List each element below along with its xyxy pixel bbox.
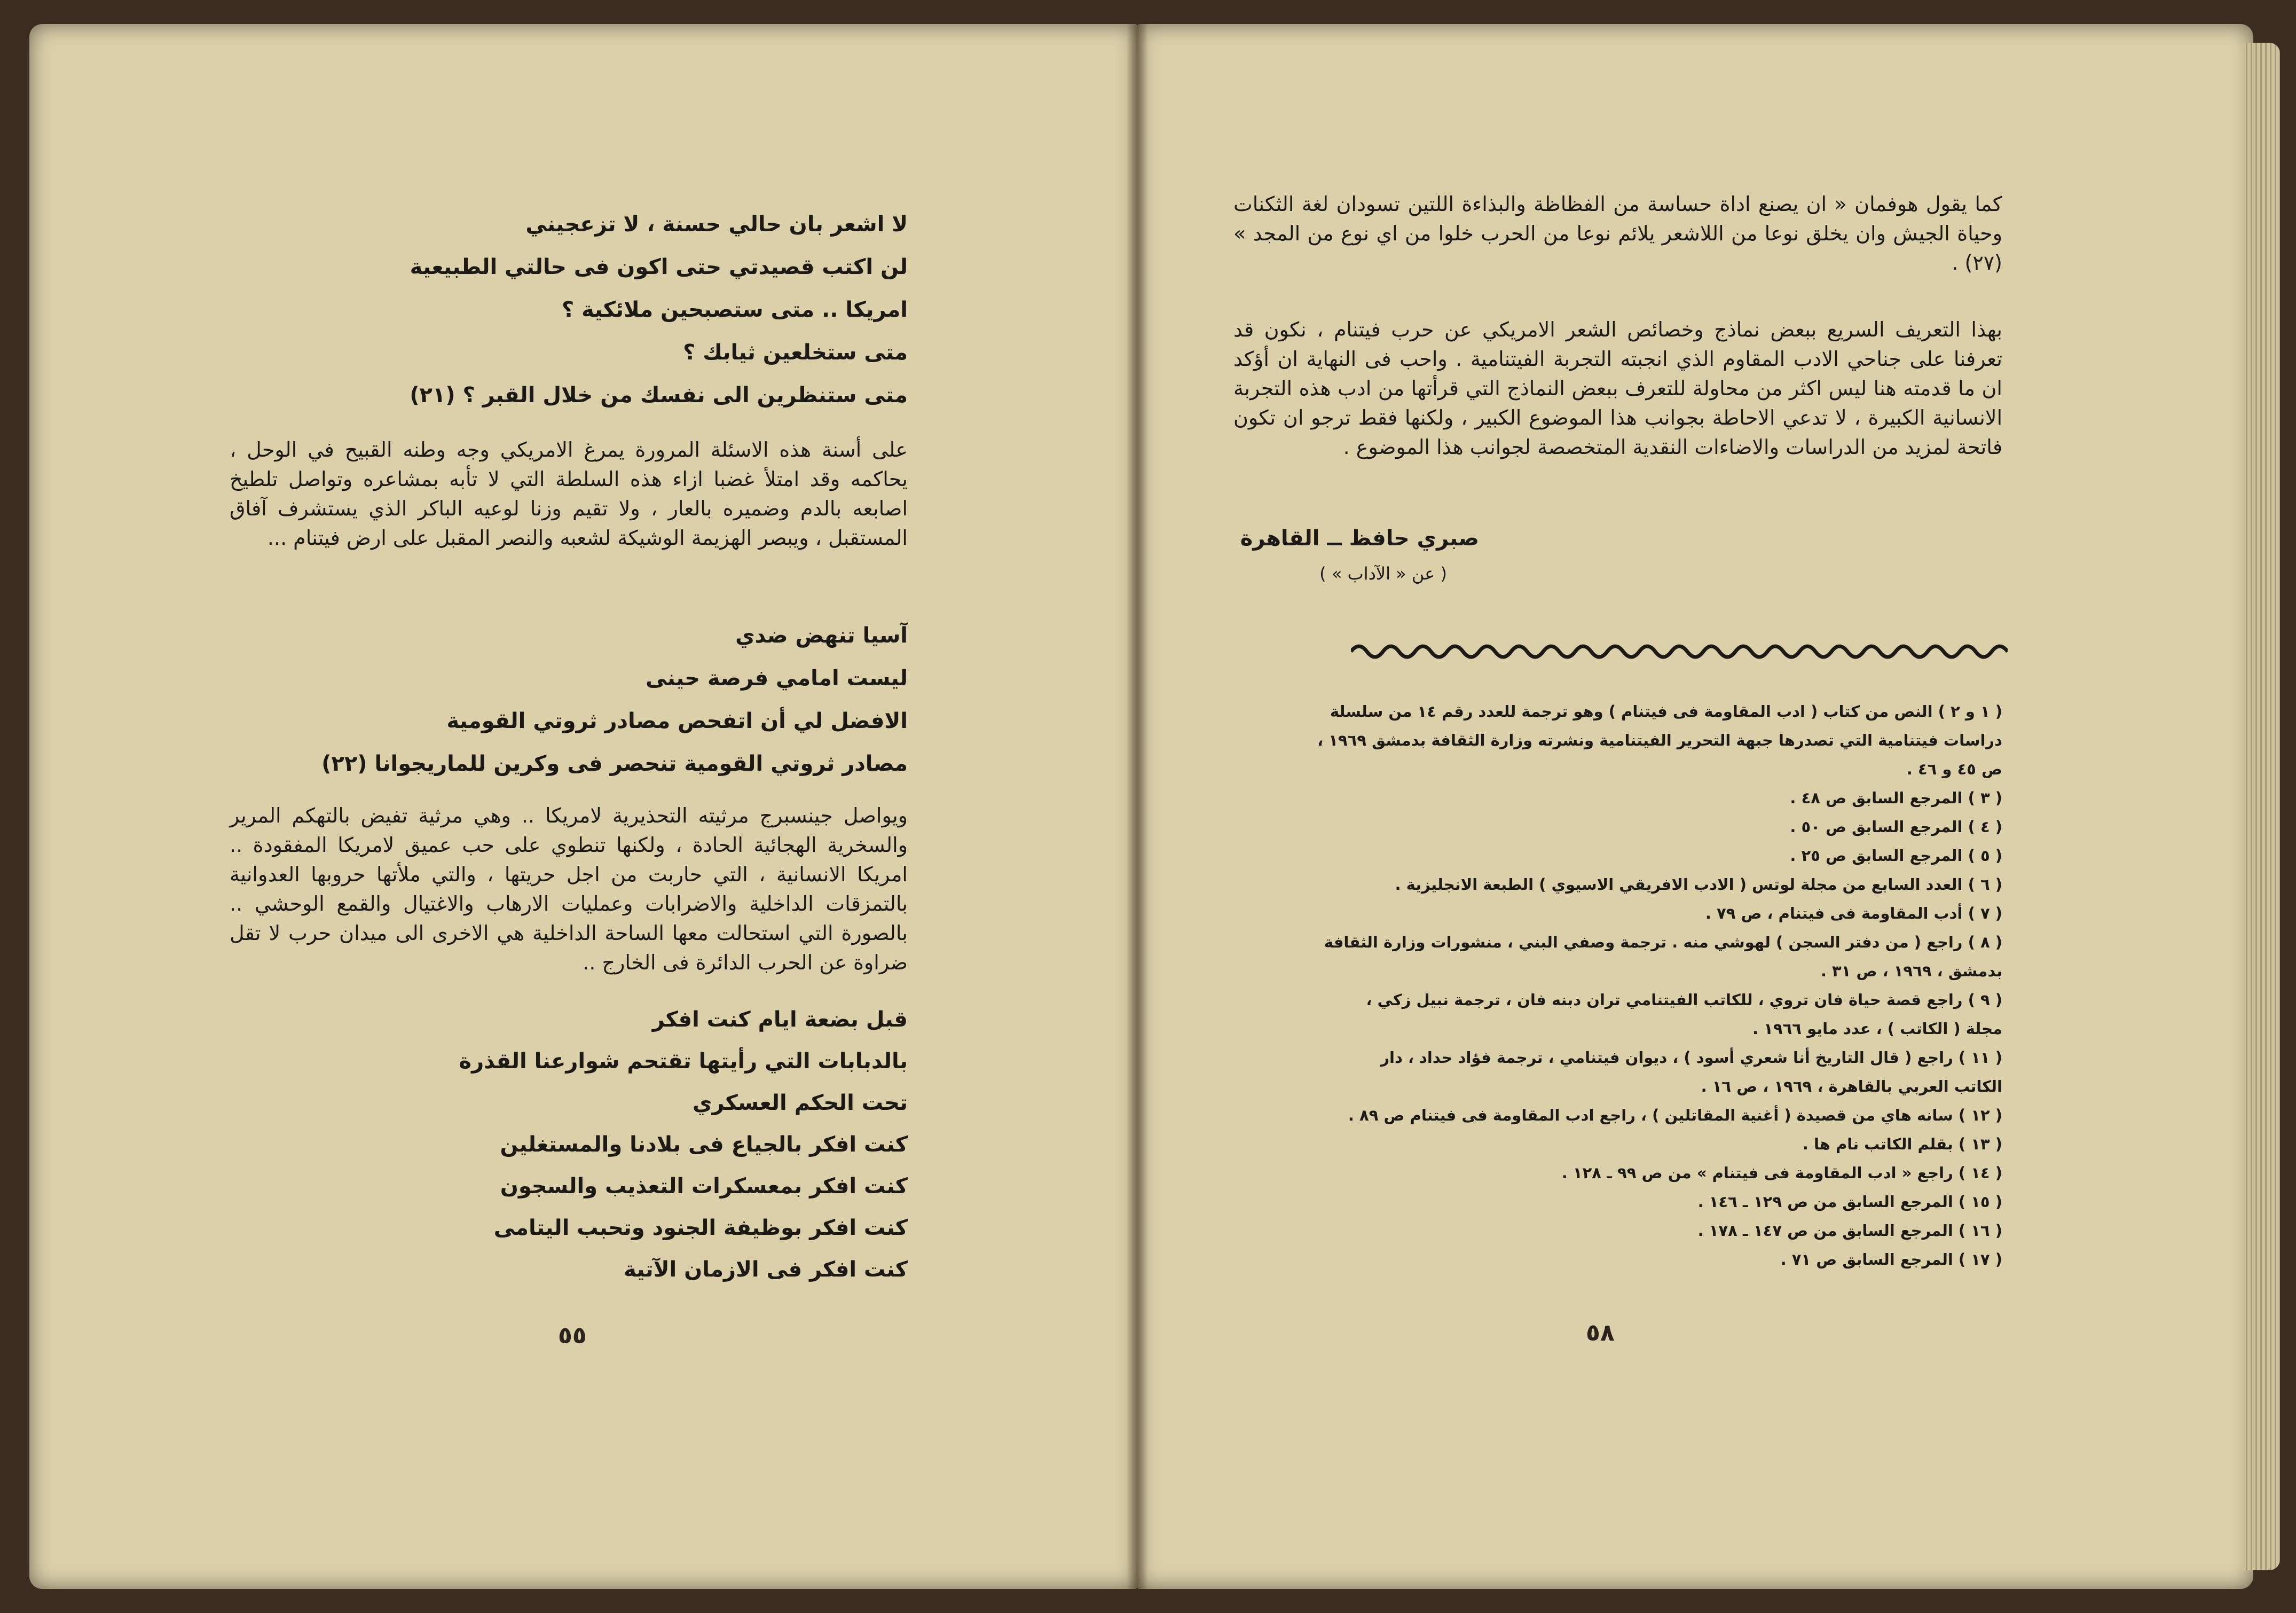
- author-signature: صبري حافظ ــ القاهرة: [1240, 526, 1479, 551]
- book-gutter: [1127, 24, 1148, 1589]
- footnote-line: ( ١١ ) راجع ( قال التاريخ أنا شعري أسود ) ، ديوان فيتنامي ، ترجمة فؤاد حداد ، دار: [1380, 1048, 2002, 1067]
- left-paragraph-2: ويواصل جينسبرج مرثيته التحذيرية لامريكا .. وهي مرثية تفيض بالتهكم المرير والسخرية الهجائية الحادة ، ولكنها تنطوي على حب عميق لامريكا المفقودة .. امريكا الانسانية ، التي حاربت من اجل حريتها ، والتي ملأتها حروبها العدوانية بالتمزقات الداخلية والاضرابات وعمليات الارهاب والاغتيال والقمع الوحشي .. بالصورة التي استحالت معها الساحة الداخلية هي الاخرى الى ميدان حرب لا تقل ضراوة عن الحرب الدائرة فى الخارج ..: [230, 804, 908, 974]
- left-verse-1: [267, 203, 908, 417]
- verse-line: ليست امامي فرصة حينى: [646, 666, 908, 691]
- verse-line: تحت الحكم العسكري: [692, 1091, 908, 1115]
- footnotes: [1223, 697, 2002, 1274]
- page-edges: [2243, 43, 2280, 1570]
- source-note: ( عن « الآداب » ): [1319, 563, 1447, 584]
- footnote-line: ( ٧ ) أدب المقاومة فى فيتنام ، ص ٧٩ .: [1705, 904, 2002, 922]
- verse-line: الافضل لي أن اتفحص مصادر ثروتي القومية: [446, 709, 908, 733]
- verse-line: لا اشعر بان حالي حسنة ، لا تزعجيني: [525, 212, 908, 237]
- footnote-line: ( ٣ ) المرجع السابق ص ٤٨ .: [1790, 789, 2002, 807]
- left-paragraph-1: على أسنة هذه الاسئلة المرورة يمرغ الامريكي وجه وطنه القبيح في الوحل ، يحاكمه وقد امتلأ غضبا ازاء هذه السلطة التي لا تأبه بمشاعره وتواصل تلطيخ اصابعه بالدم وضميره بالعار ، ولا تقيم وزنا لوعيه الباكر الذي يستشرف آفاق المستقبل ، ويبصر الهزيمة الوشيكة لشعبه والنصر المقبل على ارض فيتنام ...: [230, 438, 908, 550]
- footnote-line: ( ٨ ) راجع ( من دفتر السجن ) لهوشي منه . ترجمة وصفي البني ، منشورات وزارة الثقافة: [1324, 933, 2002, 951]
- footnote-line: ( ١٥ ) المرجع السابق من ص ١٢٩ ـ ١٤٦ .: [1697, 1193, 2002, 1211]
- footnote-line: ( ١٢ ) سانه هاي من قصيدة ( أغنية المقاتلين ) ، راجع ادب المقاومة فى فيتنام ص ٨٩ .: [1348, 1106, 2002, 1124]
- footnote-line: ( ٤ ) المرجع السابق ص ٥٠ .: [1790, 818, 2002, 836]
- verse-line: كنت افكر بوظيفة الجنود وتحبب اليتامى: [493, 1216, 908, 1240]
- footnote-line: ( ٦ ) العدد السابع من مجلة لوتس ( الادب الافريقي الاسيوي ) الطبعة الانجليزية .: [1395, 875, 2002, 894]
- wavy-divider-line: [1351, 646, 2008, 657]
- footnote-line: ص ٤٥ و ٤٦ .: [1906, 760, 2002, 778]
- footnote-line: ( ٩ ) راجع قصة حياة فان تروي ، للكاتب الفيتنامي تران دبنه فان ، ترجمة نبيل زكي ،: [1366, 991, 2002, 1009]
- right-paragraph-1: كما يقول هوفمان « ان يصنع اداة حساسة من الفظاظة والبذاءة اللتين تسودان لغة الثكنات وحياة الجيش وان يخلق نوعا من اللاشعر يلائم نوعا من الحرب خلوا من اي نوع من المجد » (٢٧) .: [1233, 192, 2002, 275]
- verse-line: امريكا .. متى ستصبحين ملائكية ؟: [561, 297, 908, 322]
- verse-line: مصادر ثروتي القومية تنحصر فى وكرين للماريجوانا (٢٢): [321, 751, 908, 776]
- verse-line: كنت افكر فى الازمان الآتية: [624, 1257, 908, 1282]
- footnote-line: دراسات فيتنامية التي تصدرها جبهة التحرير الفيتنامية ونشرته وزارة الثقافة بدمشق ١٩٦٩ ،: [1317, 731, 2002, 749]
- footnote-line: ( ١ و ٢ ) النص من كتاب ( ادب المقاومة فى فيتنام ) وهو ترجمة للعدد رقم ١٤ من سلسلة: [1330, 702, 2002, 721]
- footnote-line: بدمشق ، ١٩٦٩ ، ص ٣١ .: [1820, 962, 2002, 980]
- verse-line: متى ستخلعين ثيابك ؟: [683, 340, 908, 365]
- footnote-line: ( ٥ ) المرجع السابق ص ٢٥ .: [1790, 847, 2002, 865]
- left-verse-3: [267, 999, 908, 1290]
- footnote-line: ( ١٧ ) المرجع السابق ص ٧١ .: [1780, 1250, 2002, 1269]
- footnote-line: ( ١٣ ) بقلم الكاتب نام ها .: [1802, 1135, 2002, 1153]
- left-verse-2: [267, 614, 908, 785]
- footnote-line: ( ١٤ ) راجع « ادب المقاومة فى فيتنام » من ص ٩٩ ـ ١٢٨ .: [1561, 1164, 2002, 1182]
- verse-line: كنت افكر بالجياع فى بلادنا والمستغلين: [500, 1132, 908, 1157]
- verse-line: بالدبابات التي رأيتها تقتحم شوارعنا القذرة: [459, 1049, 908, 1074]
- wavy-divider: [1351, 638, 2008, 665]
- verse-line: آسيا تنهض ضدي: [735, 623, 908, 648]
- footnote-line: ( ١٦ ) المرجع السابق من ص ١٤٧ ـ ١٧٨ .: [1697, 1222, 2002, 1240]
- verse-line: قبل بضعة ايام كنت افكر: [652, 1007, 908, 1032]
- verse-line: كنت افكر بمعسكرات التعذيب والسجون: [500, 1174, 908, 1199]
- footnote-line: مجلة ( الكاتب ) ، عدد مايو ١٩٦٦ .: [1752, 1020, 2002, 1038]
- footnote-line: الكاتب العربي بالقاهرة ، ١٩٦٩ ، ص ١٦ .: [1701, 1077, 2002, 1095]
- page-number: ٥٨: [1586, 1319, 1615, 1346]
- right-paragraph-2: بهذا التعريف السريع ببعض نماذج وخصائص الشعر الامريكي عن حرب فيتنام ، نكون قد تعرفنا على جناحي الادب المقاوم الذي انجبته التجربة الفيتنامية . واحب فى النهاية ان أؤكد ان ما قدمته هنا ليس اكثر من محاولة للتعرف ببعض النماذج التي قرأتها من ادب هذه التجربة الانسانية الكبيرة ، لا تدعي الاحاطة بجوانب هذا الموضوع الكبير ، ولكنها فقط ترجو ان تكون فاتحة لمزيد من الدراسات والاضاءات النقدية المتخصصة لجوانب هذا الموضوع .: [1233, 318, 2002, 459]
- verse-line: متى ستنظرين الى نفسك من خلال القبر ؟ (٢١): [410, 383, 908, 408]
- page-number: ٥٥: [558, 1322, 587, 1349]
- verse-line: لن اكتب قصيدتي حتى اكون فى حالتي الطبيعية: [410, 255, 908, 279]
